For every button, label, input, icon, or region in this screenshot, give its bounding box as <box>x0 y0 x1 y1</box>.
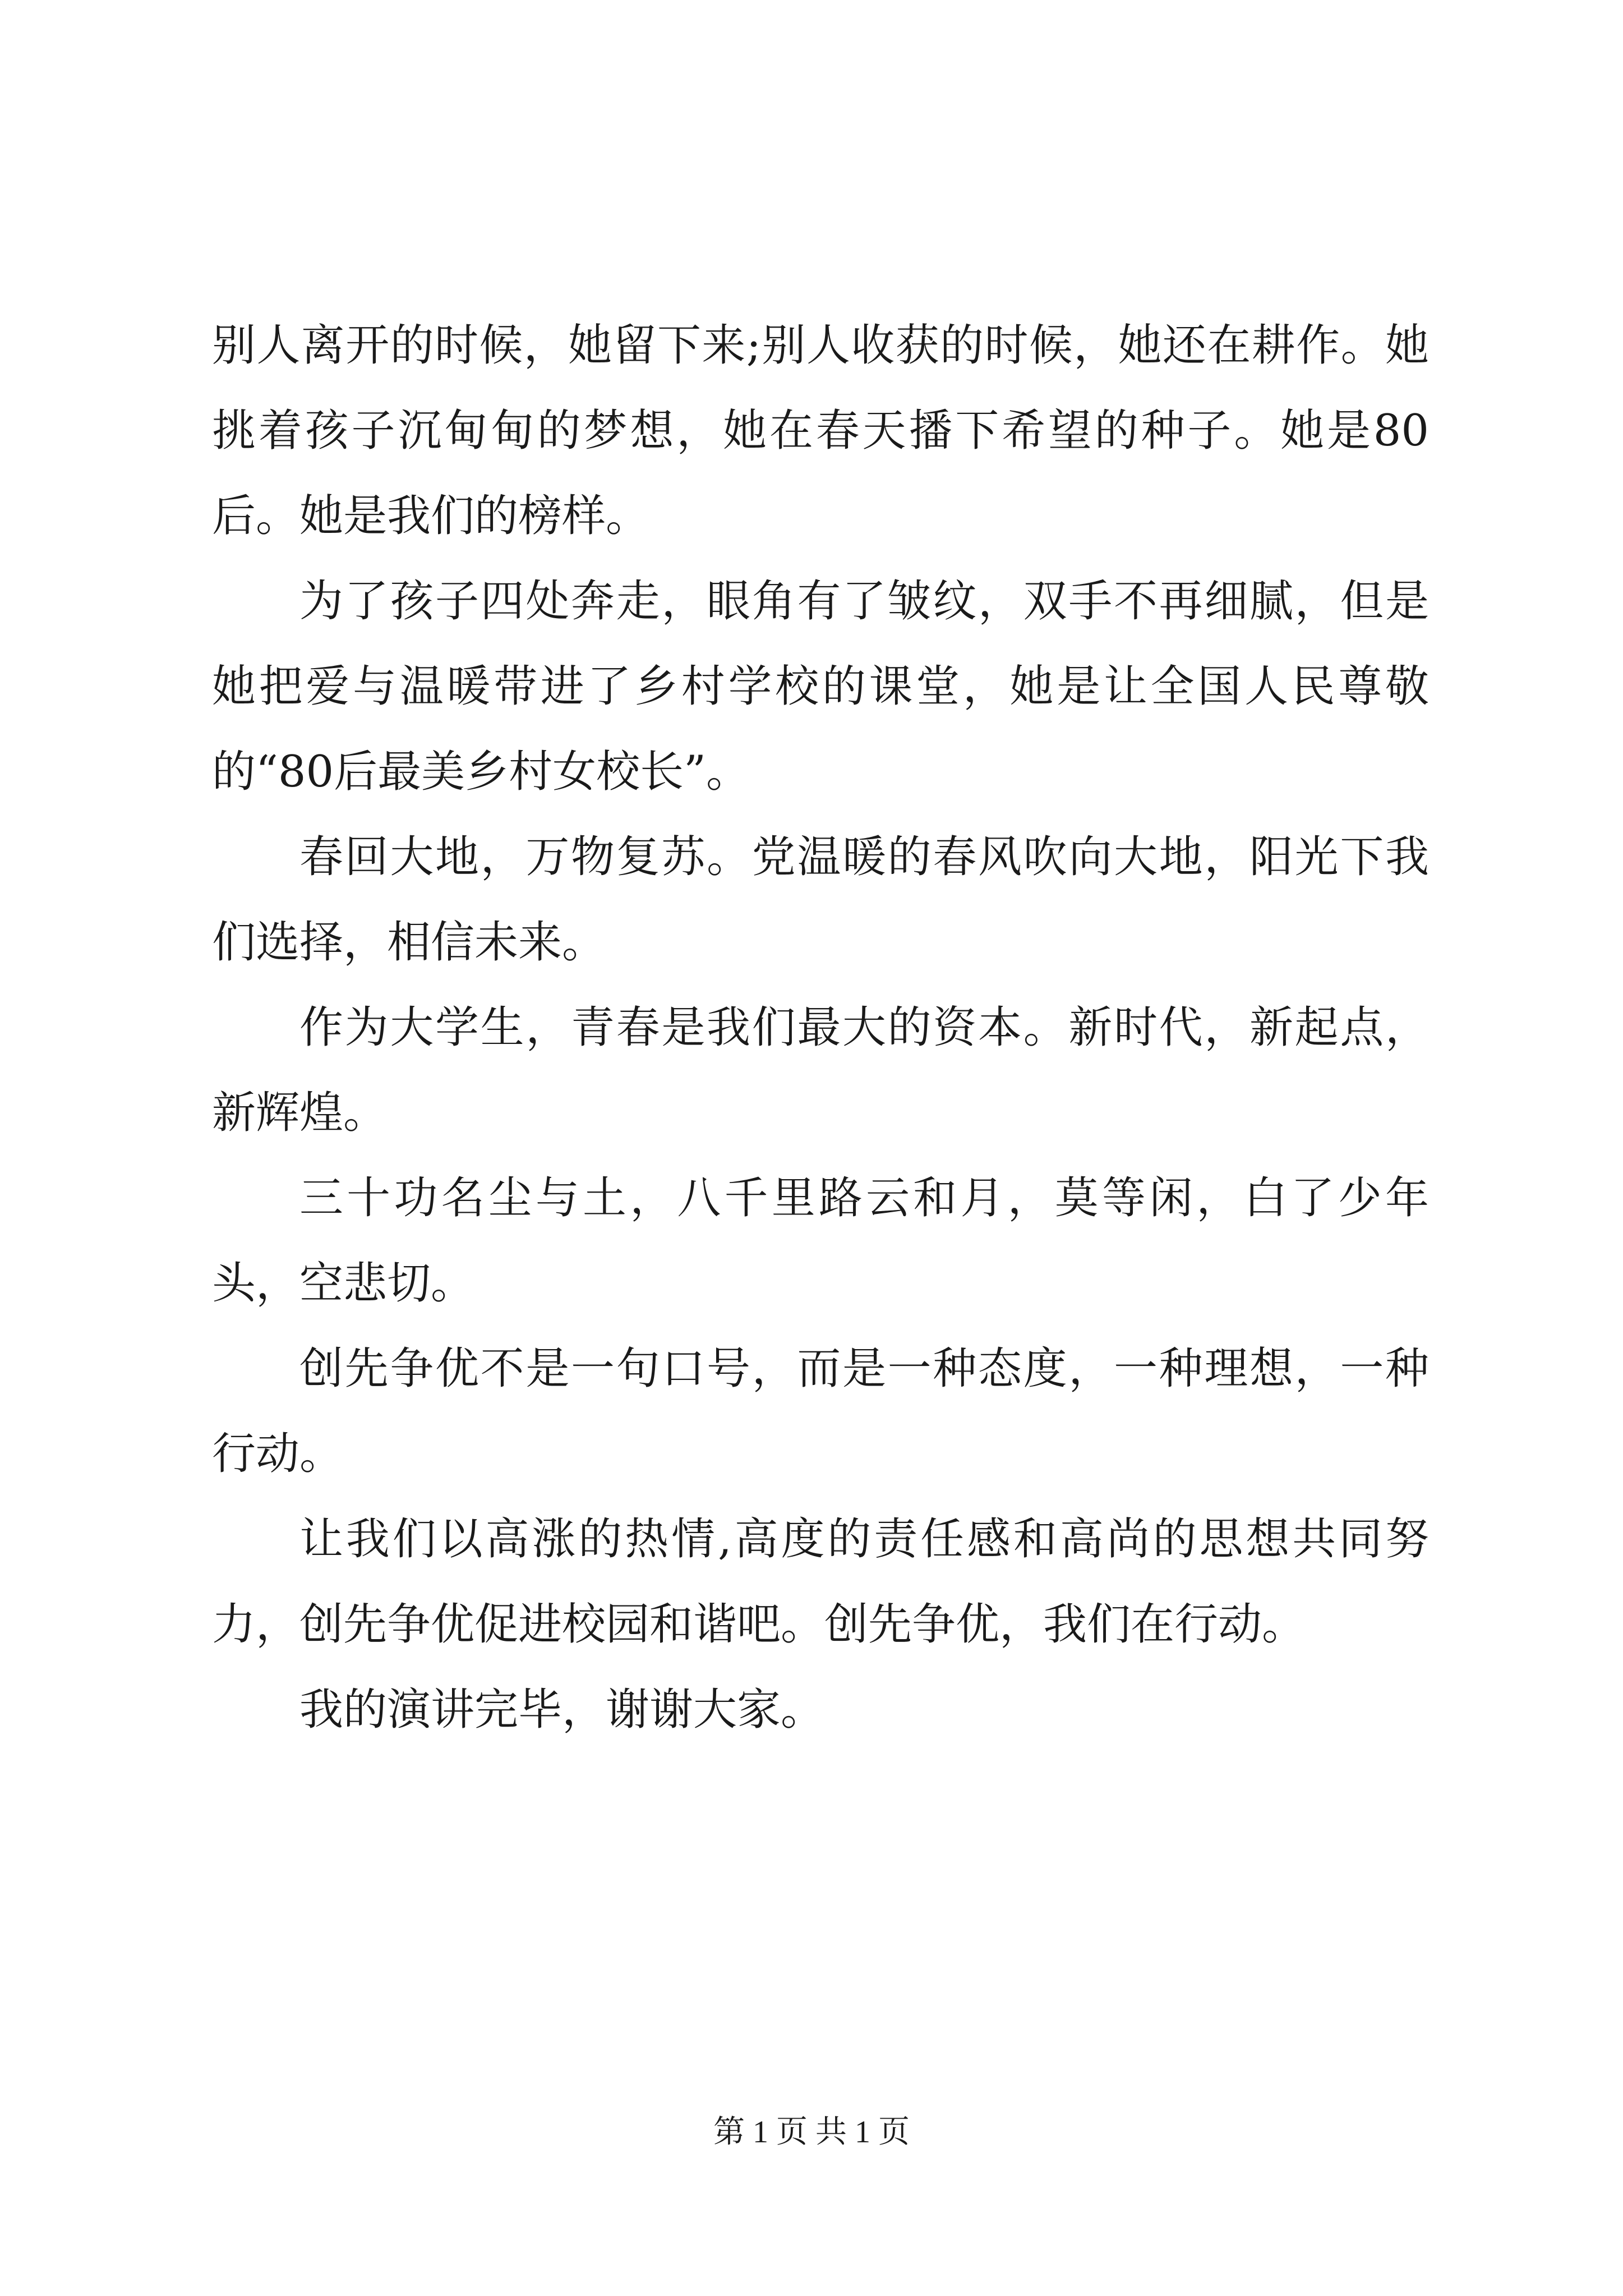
document-body <box>212 303 1429 1752</box>
paragraph-2: 为了孩子四处奔走，眼角有了皱纹，双手不再细腻，但是她把爱与温暖带进了乡村学校的课堂，她是让全国人民尊敬的“80后最美乡村女校长”。 <box>212 576 1429 797</box>
paragraph-3: 春回大地，万物复苏。党温暖的春风吹向大地，阳光下我们选择，相信未来。 <box>212 832 1429 968</box>
paragraph-8: 我的演讲完毕，谢谢大家。 <box>299 1685 825 1735</box>
paragraph-4: 作为大学生，青春是我们最大的资本。新时代，新起点，新辉煌。 <box>212 1002 1429 1138</box>
paragraph-5: 三十功名尘与土，八千里路云和月，莫等闲，白了少年头，空悲切。 <box>212 1173 1429 1309</box>
paragraph-7: 让我们以高涨的热情,高度的责任感和高尚的思想共同努力，创先争优促进校园和谐吧。创先争优，我们在行动。 <box>212 1514 1429 1650</box>
paragraph-6: 创先争优不是一句口号，而是一种态度，一种理想，一种行动。 <box>212 1343 1429 1479</box>
paragraph-1: 别人离开的时候，她留下来;别人收获的时候，她还在耕作。她挑着孩子沉甸甸的梦想，她在春天播下希望的种子。她是80后。她是我们的榜样。 <box>212 320 1429 541</box>
page-number-footer: 第 1 页 共 1 页 <box>713 2115 910 2150</box>
